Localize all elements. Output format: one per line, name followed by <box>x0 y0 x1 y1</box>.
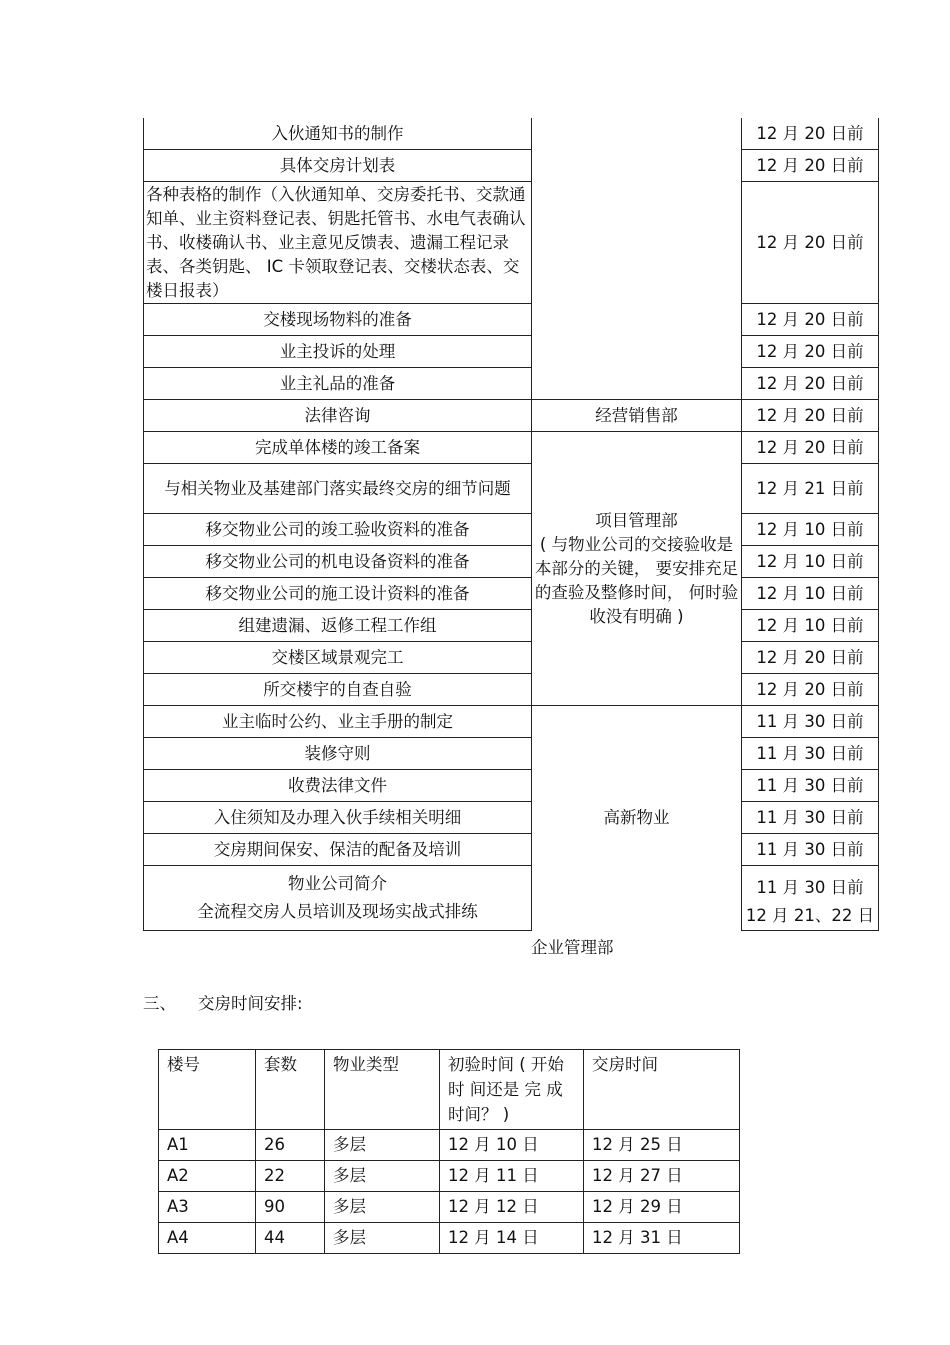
deadline-cell: 11 月 30 日前 <box>742 802 879 834</box>
header-units: 套数 <box>256 1050 325 1130</box>
units: 44 <box>256 1223 325 1254</box>
deadline-cell: 12 月 20 日前 <box>742 118 879 150</box>
section-heading <box>143 990 325 1014</box>
task-cell: 移交物业公司的施工设计资料的准备 <box>144 578 532 610</box>
task-cell: 装修守则 <box>144 738 532 770</box>
building-no: A1 <box>159 1130 256 1161</box>
deadline-cell: 11 月 30 日前 <box>742 738 879 770</box>
deadline-cell: 11 月 30 日前 <box>742 770 879 802</box>
task-cell: 物业公司简介 <box>288 874 387 893</box>
deadline-cell: 12 月 10 日前 <box>742 514 879 546</box>
units: 22 <box>256 1161 325 1192</box>
deadline-cell: 12 月 20 日前 <box>742 432 879 464</box>
task-cell: 与相关物业及基建部门落实最终交房的细节问题 <box>144 464 532 514</box>
units: 90 <box>256 1192 325 1223</box>
department-sales: 经营销售部 <box>532 400 742 432</box>
deadline-cell: 12 月 20 日前 <box>742 336 879 368</box>
task-table <box>143 118 879 931</box>
task-cell: 入住须知及办理入伙手续相关明细 <box>144 802 532 834</box>
deadline-cell: 12 月 10 日前 <box>742 610 879 642</box>
units: 26 <box>256 1130 325 1161</box>
building-no: A4 <box>159 1223 256 1254</box>
property-type: 多层 <box>325 1130 440 1161</box>
property-type: 多层 <box>325 1161 440 1192</box>
department-enterprise: 企业管理部 <box>531 938 614 957</box>
task-cell: 业主礼品的准备 <box>144 368 532 400</box>
task-cell: 交楼现场物料的准备 <box>144 304 532 336</box>
task-cell: 所交楼宇的自查自验 <box>144 674 532 706</box>
deadline-cell: 12 月 20 日前 <box>742 182 879 304</box>
initial-inspection-date: 12 月 14 日 <box>440 1223 584 1254</box>
deadline-cell: 11 月 30 日前 <box>756 878 864 897</box>
delivery-date: 12 月 31 日 <box>584 1223 740 1254</box>
deadline-cell: 12 月 21 日前 <box>742 464 879 514</box>
task-cell: 交房期间保安、保洁的配备及培训 <box>144 834 532 866</box>
deadline-cell: 12 月 10 日前 <box>742 578 879 610</box>
task-cell: 移交物业公司的竣工验收资料的准备 <box>144 514 532 546</box>
initial-inspection-date: 12 月 12 日 <box>440 1192 584 1223</box>
department-project-title: 项目管理部 <box>595 510 678 530</box>
initial-inspection-date: 12 月 11 日 <box>440 1161 584 1192</box>
task-cell: 完成单体楼的竣工备案 <box>144 432 532 464</box>
header-delivery-date: 交房时间 <box>584 1050 740 1130</box>
building-no: A3 <box>159 1192 256 1223</box>
task-cell: 业主投诉的处理 <box>144 336 532 368</box>
department-property: 高新物业 <box>532 706 742 931</box>
task-cell: 组建遗漏、返修工程工作组 <box>144 610 532 642</box>
property-type: 多层 <box>325 1192 440 1223</box>
deadline-cell-combined <box>742 866 879 931</box>
initial-inspection-date: 12 月 10 日 <box>440 1130 584 1161</box>
task-cell: 交楼区域景观完工 <box>144 642 532 674</box>
deadline-cell: 12 月 20 日前 <box>742 400 879 432</box>
property-type: 多层 <box>325 1223 440 1254</box>
deadline-cell: 12 月 20 日前 <box>742 150 879 182</box>
delivery-date: 12 月 27 日 <box>584 1161 740 1192</box>
deadline-cell: 11 月 30 日前 <box>742 706 879 738</box>
department-cell-empty <box>532 118 742 400</box>
task-cell: 全流程交房人员培训及现场实战式排练 <box>197 902 478 921</box>
delivery-date: 12 月 29 日 <box>584 1192 740 1223</box>
task-cell: 收费法律文件 <box>144 770 532 802</box>
task-cell-combined <box>144 866 532 931</box>
task-cell: 入伙通知书的制作 <box>144 118 532 150</box>
deadline-cell: 12 月 20 日前 <box>742 674 879 706</box>
header-property-type: 物业类型 <box>325 1050 440 1130</box>
task-cell: 移交物业公司的机电设备资料的准备 <box>144 546 532 578</box>
task-cell: 各种表格的制作（入伙通知单、交房委托书、交款通知单、业主资料登记表、钥匙托管书、水电气表确认书、收楼确认书、业主意见反馈表、遗漏工程记录表、各类钥匙、 IC 卡领取登记表、交楼状态表、交楼日报表） <box>144 182 532 304</box>
delivery-schedule-table <box>158 1049 740 1254</box>
deadline-cell: 11 月 30 日前 <box>742 834 879 866</box>
deadline-cell: 12 月 20 日前 <box>742 304 879 336</box>
header-initial-inspection: 初验时间 ( 开始时 间还是 完 成时间？ ) <box>440 1050 584 1130</box>
task-cell: 业主临时公约、业主手册的制定 <box>144 706 532 738</box>
delivery-date: 12 月 25 日 <box>584 1130 740 1161</box>
deadline-cell: 12 月 10 日前 <box>742 546 879 578</box>
department-project-note: ( 与物业公司的交接验收是本部分的关键， 要安排充足的查验及整修时间， 何时验收没有明确 ) <box>534 534 739 626</box>
header-building-no: 楼号 <box>159 1050 256 1130</box>
section-number: 三、 <box>143 994 176 1013</box>
building-no: A2 <box>159 1161 256 1192</box>
deadline-cell: 12 月 20 日前 <box>742 642 879 674</box>
task-cell: 法律咨询 <box>144 400 532 432</box>
deadline-cell: 12 月 21、22 日 <box>745 906 875 925</box>
task-cell: 具体交房计划表 <box>144 150 532 182</box>
section-title: 交房时间安排: <box>198 994 303 1013</box>
department-project <box>532 432 742 706</box>
deadline-cell: 12 月 20 日前 <box>742 368 879 400</box>
